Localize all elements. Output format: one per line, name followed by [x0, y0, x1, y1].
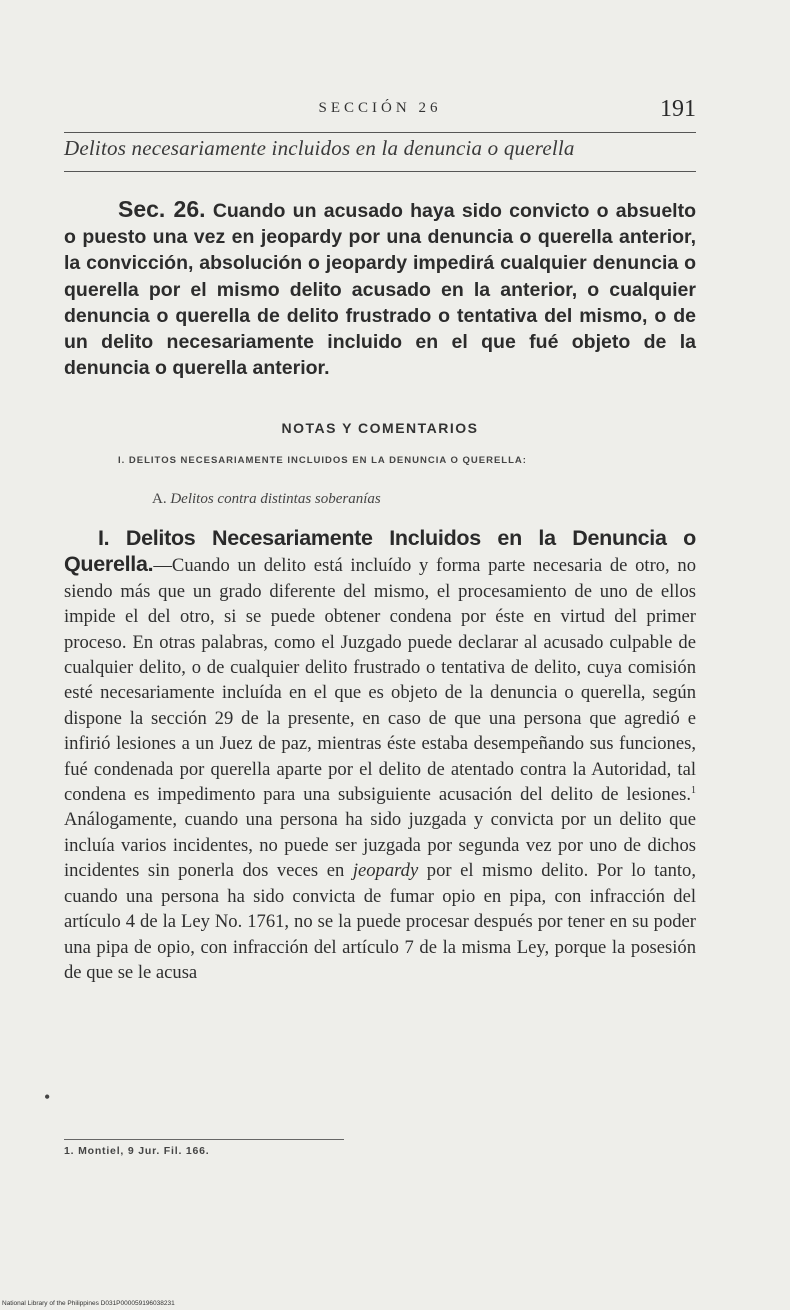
- footnote-rule: [64, 1139, 344, 1140]
- running-head: [64, 96, 696, 126]
- notes-toc-item-1: I. DELITOS NECESARIAMENTE INCLUIDOS EN LA DENUNCIA O QUERELLA:: [118, 455, 527, 466]
- commentary-text-1: —Cuando un delito está incluído y forma parte necesaria de otro, no siendo más que un grado diferente del mismo, el procesamiento de uno de ellos impide el del otro, si se puede obtener condena por éste en virtud del primer proceso. En otras palabras, como el Juzgado puede declarar al acusado culpable de cualquier delito, o de cualquier delito frustrado o tentativa de delito, cuya comisión esté necesariamente incluída en el que es objeto de la denuncia o querella, según dispone la sección 29 de la presente, en caso de que una persona que agredió e infirió lesiones a un Juez de paz, mientras éste estaba desempeñando sus funciones, fué condenada por querella aparte por el delito de atentado contra la Autoridad, tal condena es impedimento para una subsiguiente acusación del delito de lesiones.: [64, 555, 696, 806]
- library-credit: National Library of the Philippines D031P000059196038231: [2, 1300, 175, 1307]
- footnote: 1. Montiel, 9 Jur. Fil. 166.: [64, 1145, 210, 1157]
- toc-a-letter: A.: [152, 491, 167, 507]
- commentary-text-3: por el mismo delito. Por lo tanto, cuando una persona ha sido convicta de fumar opio en pipa, con infracción del artículo 4 de la Ley No. 1761, no se la puede procesar después por tener en su poder una pipa de opio, con infracción del artículo 7 de la misma Ley, porque la posesión de que se le acusa: [64, 860, 697, 983]
- statute-section-label: Sec. 26.: [118, 196, 206, 222]
- section-label: SECCIÓN 26: [318, 100, 442, 116]
- header-rule-top: [64, 132, 696, 133]
- margin-mark: •: [44, 1087, 51, 1107]
- commentary-text-2: Análogamente, cuando una persona ha sido juzgada y convicta por un delito que incluía varios incidentes, no puede ser juzgada por segunda vez por uno de dichos incidentes sin ponerla dos veces en: [64, 809, 696, 882]
- page-number: 191: [660, 96, 696, 122]
- header-rule-bottom: [64, 171, 696, 172]
- notes-toc-item-a: [152, 491, 696, 508]
- chapter-subtitle: Delitos necesariamente incluidos en la denuncia o querella: [64, 136, 575, 160]
- commentary-paragraph: [64, 526, 696, 985]
- commentary-heading: I. Delitos Necesariamente Incluidos en la Denuncia o Querella.: [64, 526, 696, 577]
- statute-text: Cuando un acusado haya sido convicto o absuelto o puesto una vez en jeopardy por una denuncia o querella anterior, la convicción, absolución o jeopardy impedirá cualquier denuncia o querella por el mismo delito acusado en la anterior, o cualquier denuncia o querella de delito frustrado o tentativa del mismo, o de un delito necesariamente incluido en el que fué objeto de la denuncia o querella anterior.: [64, 200, 696, 380]
- toc-a-text: Delitos contra distintas soberanías: [170, 491, 381, 507]
- notes-heading: NOTAS Y COMENTARIOS: [281, 420, 479, 436]
- jeopardy-term: jeopardy: [352, 860, 419, 882]
- statute-paragraph: [64, 196, 696, 381]
- footnote-reference: 1: [691, 784, 696, 796]
